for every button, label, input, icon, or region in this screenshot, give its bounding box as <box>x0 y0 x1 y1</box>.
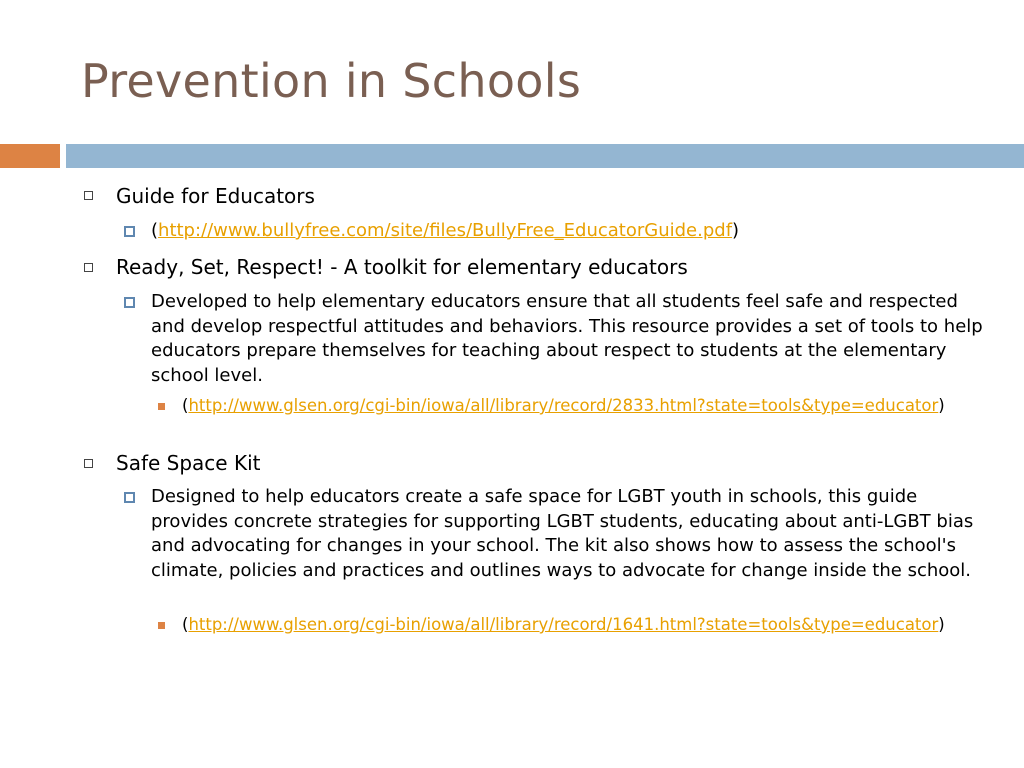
respect-link-line: (http://www.glsen.org/cgi-bin/iowa/all/library/record/2833.html?state=tools&type=educator) <box>182 396 945 415</box>
accent-bar-orange <box>0 144 60 168</box>
filled-square-bullet-icon <box>158 403 165 410</box>
safespace-link-line: (http://www.glsen.org/cgi-bin/iowa/all/library/record/1641.html?state=tools&type=educator) <box>182 615 945 634</box>
bullet-safe-space-kit: Safe Space Kit <box>116 451 261 475</box>
slide-title: Prevention in Schools <box>81 54 582 108</box>
square-bullet-icon <box>124 297 135 308</box>
respect-description: Developed to help elementary educators ensure that all students feel safe and respected and develop respectful attitudes and behaviors. This resource provides a set of tools to help educators prepare themselves for teaching about respect to students at the elementary school level. <box>151 291 983 386</box>
hollow-square-bullet-icon <box>84 191 93 200</box>
square-bullet-icon <box>124 492 135 503</box>
guide-link-line: (http://www.bullyfree.com/site/files/BullyFree_EducatorGuide.pdf) <box>151 220 740 241</box>
filled-square-bullet-icon <box>158 622 165 629</box>
glsen-2833-link[interactable]: http://www.glsen.org/cgi-bin/iowa/all/library/record/2833.html?state=tools&type=educator <box>188 396 939 415</box>
glsen-1641-link[interactable]: http://www.glsen.org/cgi-bin/iowa/all/library/record/1641.html?state=tools&type=educator <box>188 615 939 634</box>
square-bullet-icon <box>124 226 135 237</box>
safespace-description: Designed to help educators create a safe space for LGBT youth in schools, this guide provides concrete strategies for supporting LGBT students, educating about anti-LGBT bias and advocating for changes in your school. The kit also shows how to assess the school's climate, policies and practices and outlines ways to advocate for change inside the school. <box>151 486 974 581</box>
hollow-square-bullet-icon <box>84 263 93 272</box>
guide-pdf-link[interactable]: http://www.bullyfree.com/site/files/BullyFree_EducatorGuide.pdf <box>158 220 733 241</box>
bullet-guide-for-educators: Guide for Educators <box>116 184 315 208</box>
accent-bar-blue <box>66 144 1024 168</box>
bullet-ready-set-respect: Ready, Set, Respect! - A toolkit for elementary educators <box>116 255 688 279</box>
hollow-square-bullet-icon <box>84 459 93 468</box>
